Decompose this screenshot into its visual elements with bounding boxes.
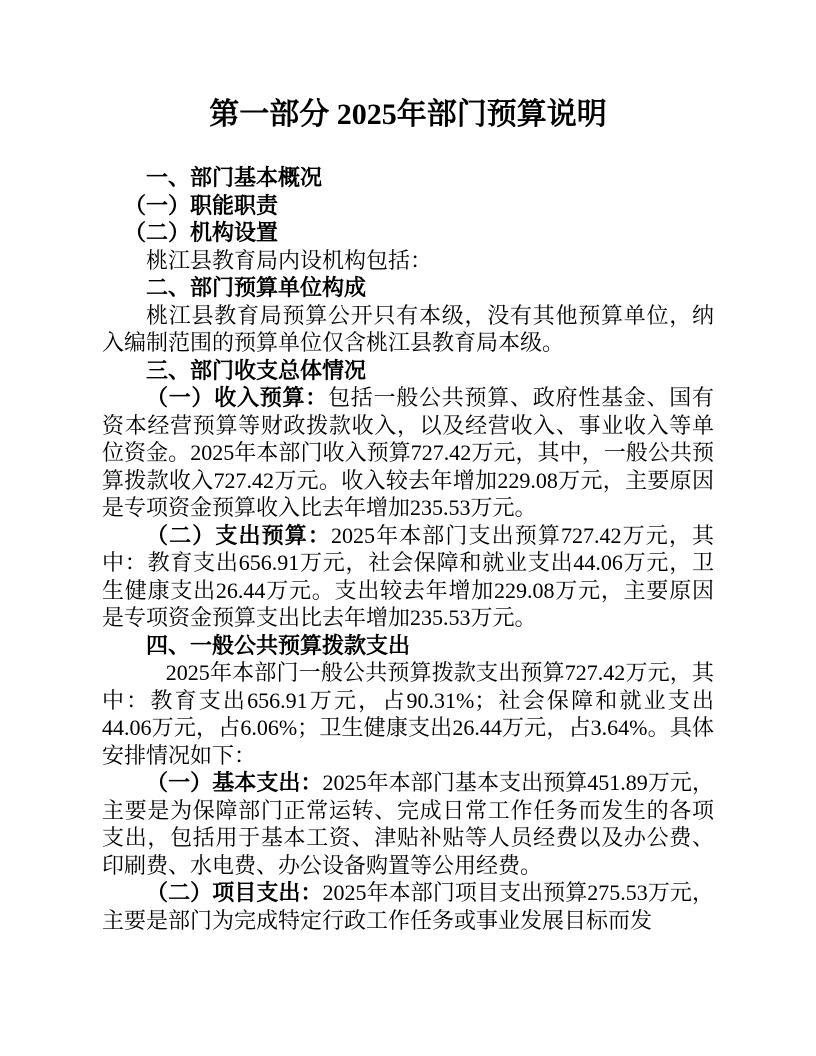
document-title: 第一部分 2025年部门预算说明	[209, 98, 607, 131]
heading-section-1-1	[102, 192, 714, 220]
heading-text: （一）职能职责	[124, 192, 279, 218]
heading-text: （二）机构设置	[124, 220, 279, 245]
paragraph-text: 包括一般公共预算、政府性基金、国有资本经营预算等财政拨款收入，以及经营收入、事业收入等单位资金。2025年本部门收入预算727.42万元，其中，一般公共预算拨款收入727.42万元。收入较去年增加229.08万元，主要原因是专项资金预算收入比去年增加235.53万元。	[102, 385, 714, 520]
paragraph-text: 桃江县教育局预算公开只有本级，没有其他预算单位，纳入编制范围的预算单位仅含桃江县教育局本级。	[102, 302, 714, 355]
heading-section-1-2	[102, 219, 714, 247]
heading-text: 三、部门收支总体情况	[146, 357, 367, 383]
heading-section-1	[102, 164, 714, 192]
paragraph-text: 2025年本部门项目支出预算275.53万元，主要是部门为完成特定行政工作任务或事业发展目标而发	[102, 880, 714, 933]
paragraph-org-structure	[102, 247, 714, 275]
paragraph-text: 桃江县教育局内设机构包括：	[146, 247, 433, 273]
heading-section-4	[102, 632, 714, 660]
paragraph-lead: （二）项目支出：	[146, 880, 323, 905]
paragraph-lead: （一）收入预算：	[146, 385, 328, 410]
heading-section-3	[102, 357, 714, 385]
paragraph-text: 2025年本部门一般公共预算拨款支出预算727.42万元，其中：教育支出656.91万元，占90.31%；社会保障和就业支出44.06万元，占6.06%；卫生健康支出26.44万元，占3.64%。具体安排情况如下：	[102, 660, 714, 768]
paragraph-income-budget	[102, 384, 714, 522]
paragraph-budget-units	[102, 302, 714, 357]
paragraph-text: 2025年本部门支出预算727.42万元，其中：教育支出656.91万元，社会保障和就业支出44.06万元，卫生健康支出26.44万元。支出较去年增加229.08万元，主要原因是专项资金预算支出比去年增加235.53万元。	[102, 522, 714, 630]
paragraph-expense-budget	[102, 522, 714, 632]
heading-text: 一、部门基本概况	[146, 165, 323, 190]
paragraph-lead: （二）支出预算：	[146, 522, 331, 548]
heading-text: 四、一般公共预算拨款支出	[146, 632, 411, 658]
heading-section-2	[102, 274, 714, 302]
heading-text: 二、部门预算单位构成	[146, 275, 367, 300]
paragraph-lead: （一）基本支出：	[146, 770, 323, 795]
paragraph-public-budget-detail	[102, 659, 714, 769]
paragraph-basic-expense	[102, 769, 714, 879]
paragraph-project-expense	[102, 879, 714, 934]
paragraph-text: 2025年本部门基本支出预算451.89万元，主要是为保障部门正常运转、完成日常工作任务而发生的各项支出，包括用于基本工资、津贴补贴等人员经费以及办公费、印刷费、水电费、办公设备购置等公用经费。	[102, 770, 714, 878]
